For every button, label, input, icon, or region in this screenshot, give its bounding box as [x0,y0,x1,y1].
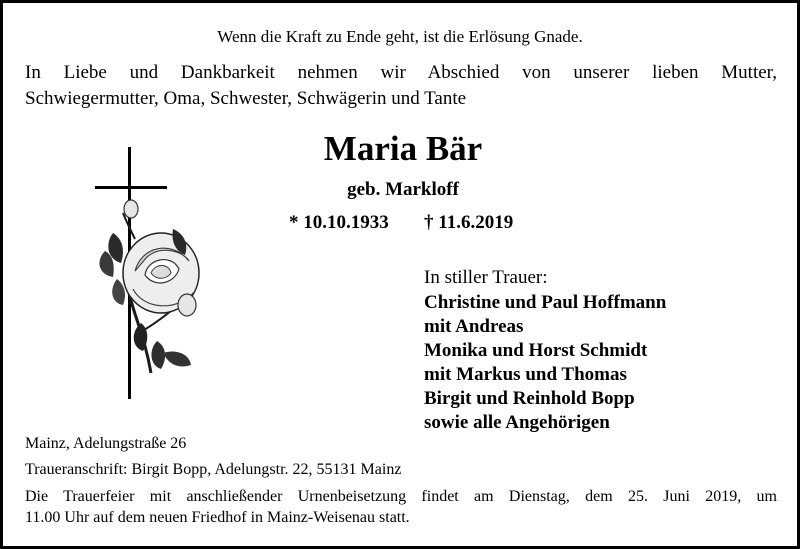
birth-name: geb. Markloff [347,179,459,200]
deceased-name: Maria Bär [323,129,483,168]
mourner-line: Monika und Horst Schmidt [424,340,648,361]
mourner-line: Christine und Paul Hoffmann [424,292,667,313]
mourner-line: sowie alle Angehörigen [424,412,610,433]
mourner-line: Birgit und Reinhold Bopp [424,388,635,409]
mourning-intro: In stiller Trauer: [424,267,548,288]
motto: Wenn die Kraft zu Ende geht, ist die Erlösung Gnade. [217,27,583,46]
ceremony-text [25,486,777,528]
death-date: † 11.6.2019 [424,212,514,233]
ceremony-line-1: Die Trauerfeier mit anschließender Urnenbeisetzung findet am Dienstag, dem 25. Juni 2019, um [25,488,777,505]
intro-text [25,60,777,112]
mourner-line: mit Markus und Thomas [424,364,627,385]
mourner-line: mit Andreas [424,316,524,337]
intro-line-1: In Liebe und Dankbarkeit nehmen wir Abschied von unserer lieben Mutter, [25,62,777,83]
ceremony-line-2: 11.00 Uhr auf dem neuen Friedhof in Mainz-Weisenau statt. [25,509,410,526]
rose-icon [99,200,199,373]
birth-date: * 10.10.1933 [289,212,389,233]
mourning-address: Traueranschrift: Birgit Bopp, Adelungstr. 22, 55131 Mainz [25,461,402,478]
intro-line-2: Schwiegermutter, Oma, Schwester, Schwägerin und Tante [25,88,467,109]
place-line: Mainz, Adelungstraße 26 [25,435,187,452]
